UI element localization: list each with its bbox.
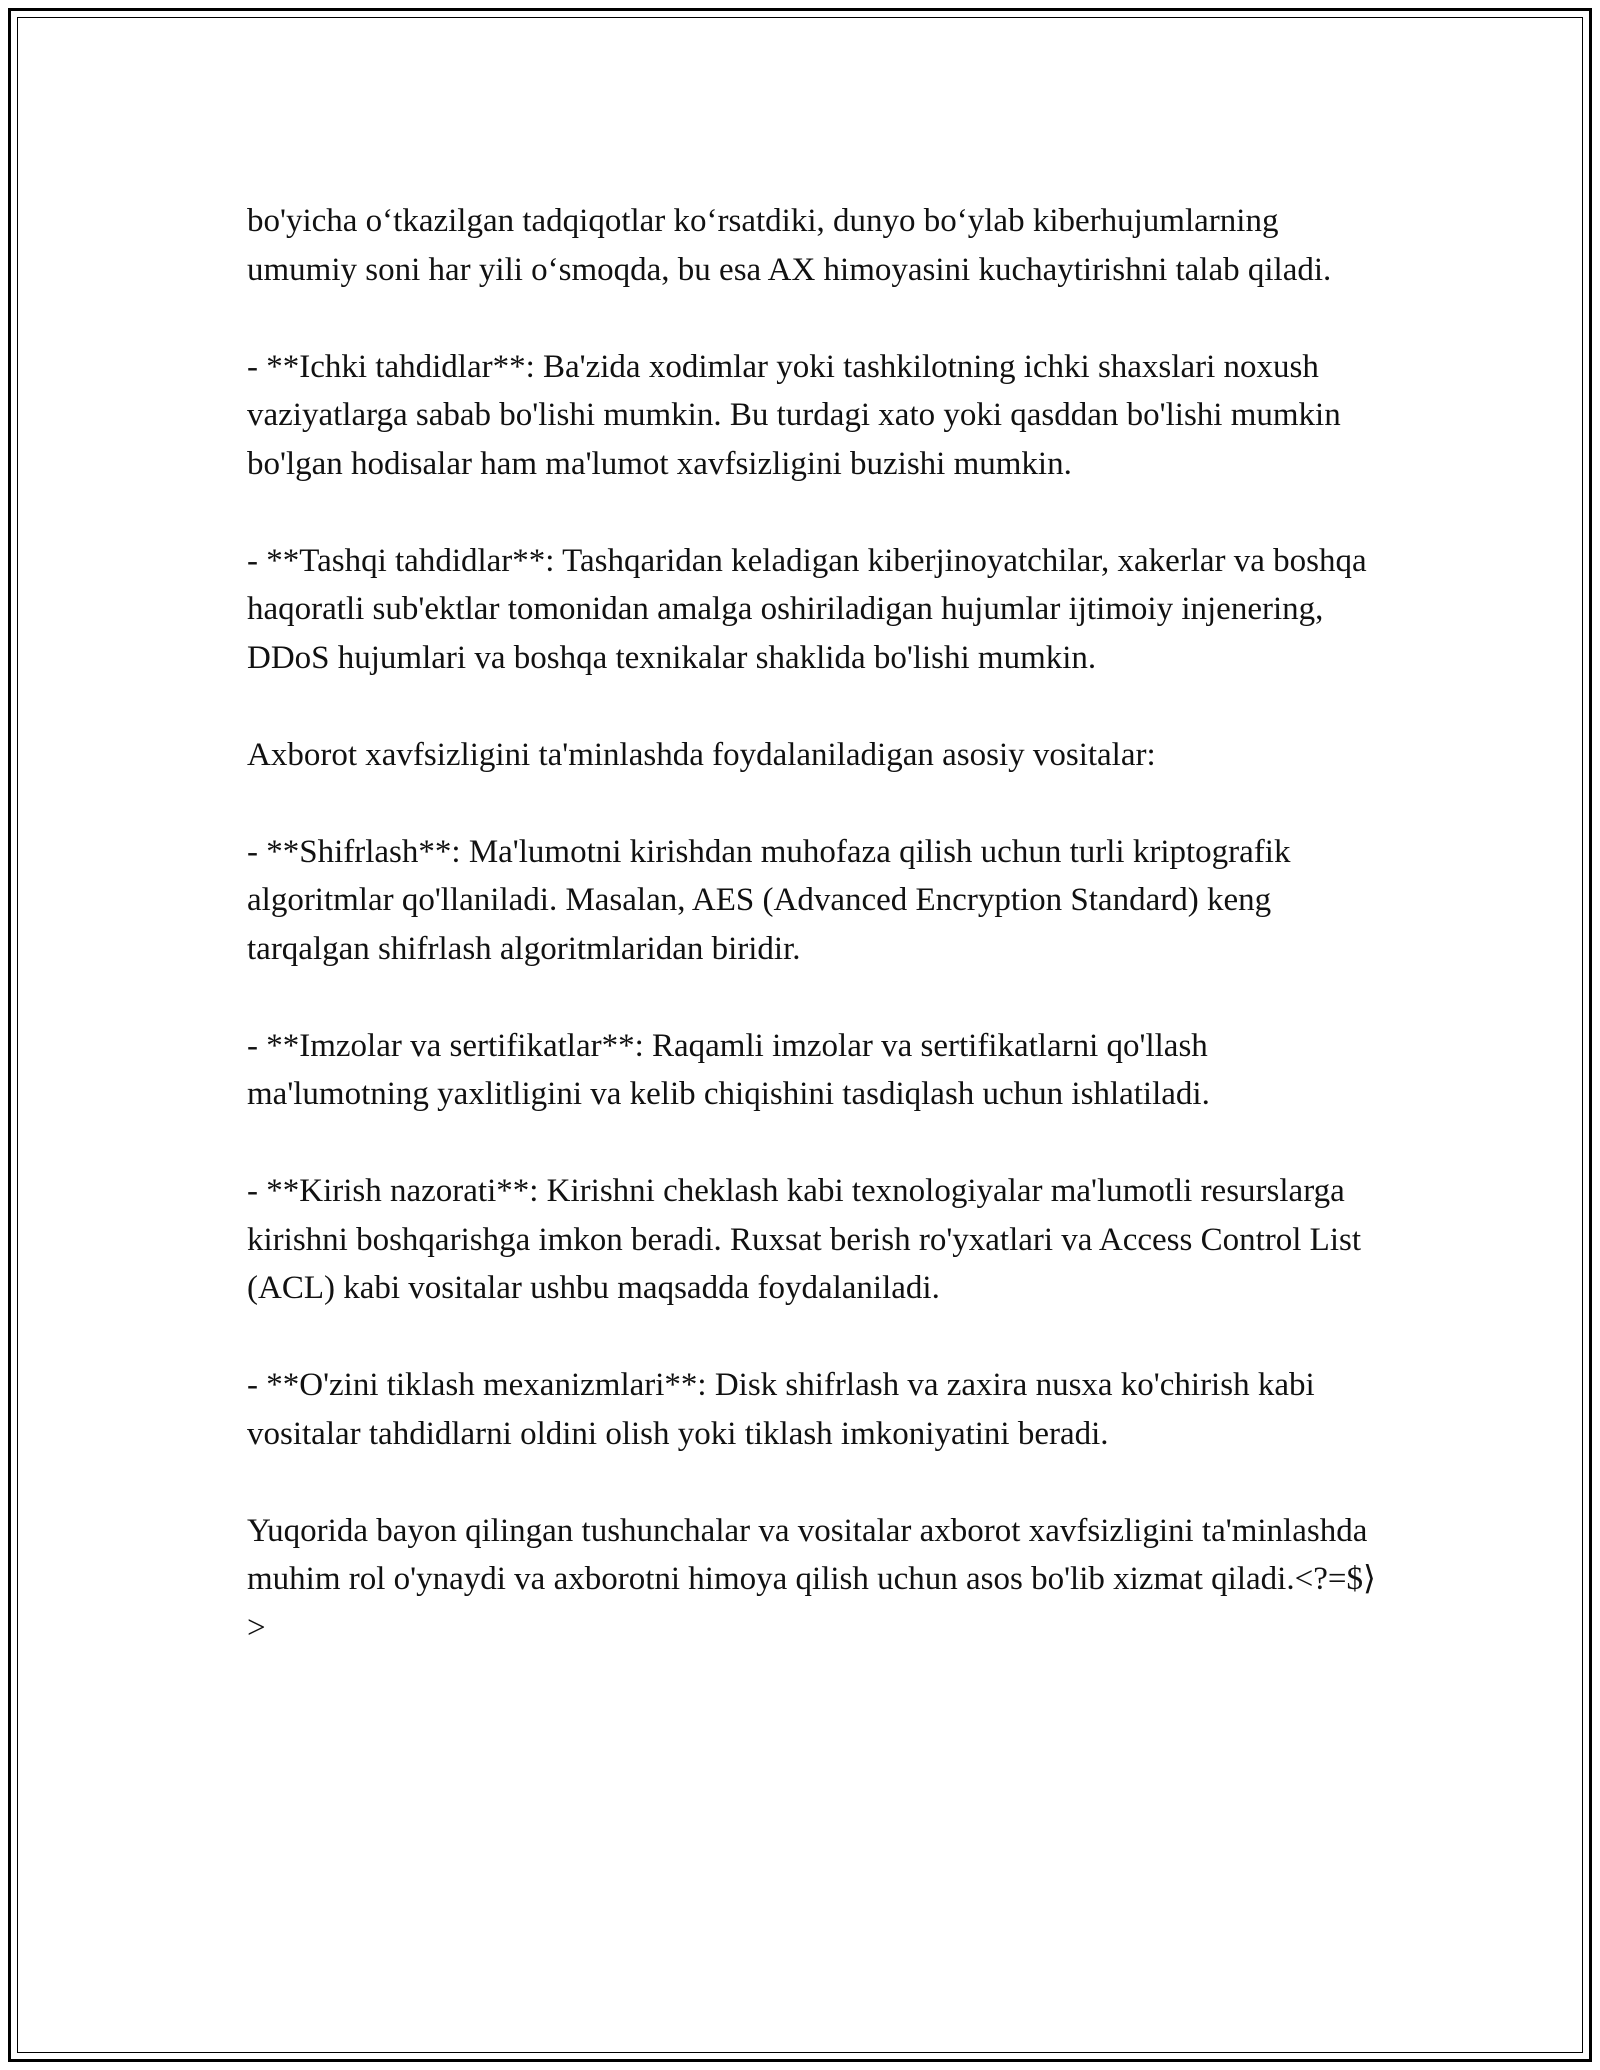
paragraph-internal-threats: - **Ichki tahdidlar**: Ba'zida xodimlar yoki tashkilotning ichki shaxslari noxush vaziyatlarga sabab bo'lishi mumkin. Bu turdagi xato yoki qasddan bo'lishi mumkin bo'lgan hodisalar ham ma'lumot xavfsizligini buzishi mumkin. [247, 348, 1341, 482]
paragraph-tools-heading: Axborot xavfsizligini ta'minlashda foydalaniladigan asosiy vositalar: [247, 736, 1156, 773]
paragraph-external-threats: - **Tashqi tahdidlar**: Tashqaridan keladigan kiberjinoyatchilar, xakerlar va boshqa haqoratli sub'ektlar tomonidan amalga oshiriladigan hujumlar ijtimoiy injenering, DDoS hujumlari va boshqa texnikalar shaklida bo'lishi mumkin. [247, 542, 1367, 676]
paragraph-intro-continuation: bo'yicha oʻtkazilgan tadqiqotlar koʻrsatdiki, dunyo boʻylab kiberhujumlarning umumiy soni har yili oʻsmoqda, bu esa AX himoyasini kuchaytirishni talab qiladi. [247, 203, 1332, 288]
paragraph-signatures-certificates: - **Imzolar va sertifikatlar**: Raqamli imzolar va sertifikatlarni qo'llash ma'lumotning yaxlitligini va kelib chiqishini tasdiqlash uchun ishlatiladi. [247, 1027, 1210, 1112]
page-border [8, 8, 1592, 2062]
paragraph-encryption: - **Shifrlash**: Ma'lumotni kirishdan muhofaza qilish uchun turli kriptografik algoritmlar qo'llaniladi. Masalan, AES (Advanced Encryption Standard) keng tarqalgan shifrlash algoritmlaridan biridir. [247, 833, 1291, 967]
paragraph-access-control: - **Kirish nazorati**: Kirishni cheklash kabi texnologiyalar ma'lumotli resurslarga kirishni boshqarishga imkon beradi. Ruxsat berish ro'yxatlari va Access Control List (ACL) kabi vositalar ushbu maqsadda foydalaniladi. [247, 1173, 1362, 1306]
paragraph-conclusion: Yuqorida bayon qilingan tushunchalar va vositalar axborot xavfsizligini ta'minlashda muhim rol o'ynaydi va axborotni himoya qilish uchun asos bo'lib xizmat qiladi.<?=$⟩> [247, 1512, 1376, 1646]
document-body [247, 197, 1377, 1652]
paragraph-recovery-mechanisms: - **O'zini tiklash mexanizmlari**: Disk shifrlash va zaxira nusxa ko'chirish kabi vositalar tahdidlarni oldini olish yoki tiklash imkoniyatini beradi. [247, 1367, 1315, 1452]
